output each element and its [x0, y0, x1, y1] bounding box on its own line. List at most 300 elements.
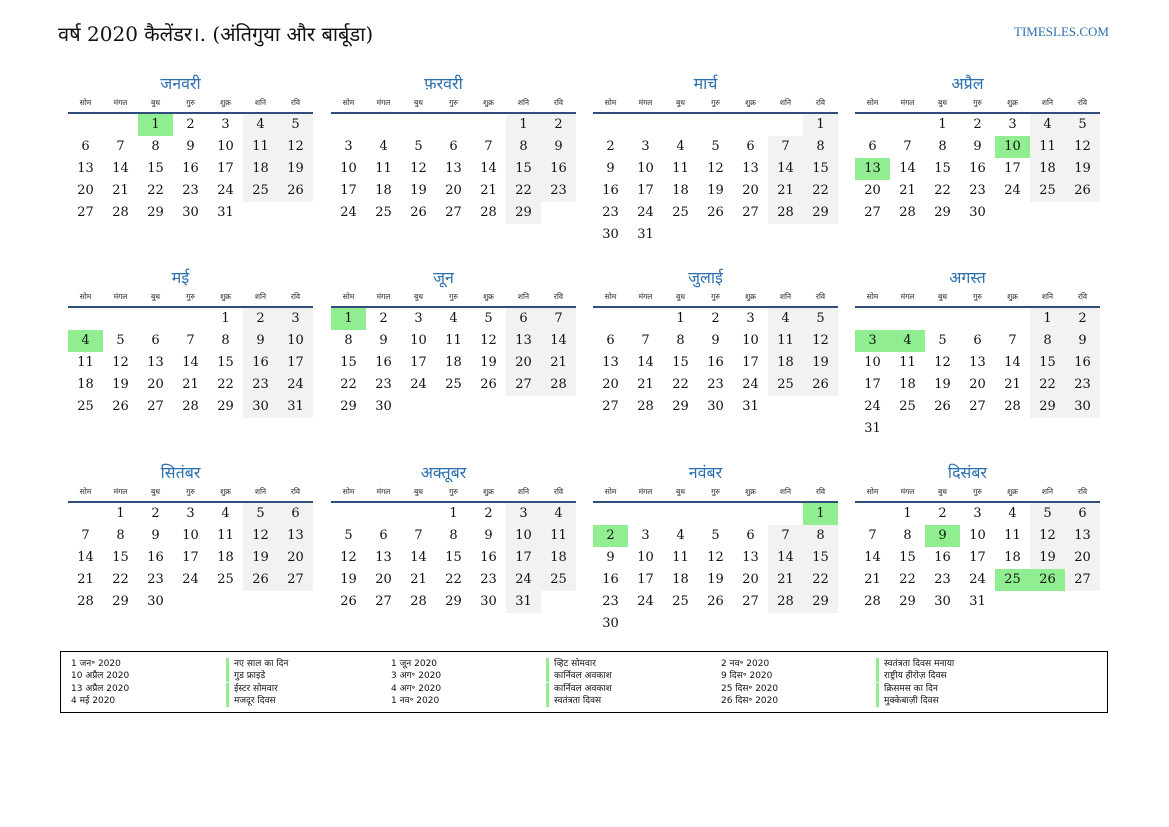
day-cell: 16	[602, 572, 619, 587]
day-cell: 28	[112, 205, 129, 220]
weekday-label: शनि	[254, 487, 267, 496]
day-cell: 18	[445, 355, 462, 370]
weekday-label: रवि	[290, 487, 301, 496]
empty-cell	[593, 503, 628, 525]
legend-holiday-name: नए साल का दिन	[226, 658, 288, 670]
day-cell: 23	[969, 183, 986, 198]
day-cell: 11	[217, 528, 234, 543]
day-cell: 20	[375, 572, 392, 587]
weekday-label: बुध	[938, 98, 947, 107]
day-cell: 11	[899, 355, 916, 370]
day-cell: 14	[899, 161, 916, 176]
month-block	[68, 461, 313, 613]
day-cell: 8	[344, 333, 353, 348]
day-cell: 16	[602, 183, 619, 198]
day-cell: 9	[379, 333, 388, 348]
day-cell: 18	[243, 158, 278, 180]
day-cell: 19	[340, 572, 357, 587]
weekday-label: रवि	[1077, 292, 1088, 301]
weekday-label: मंगल	[376, 292, 391, 301]
holiday-day-cell: 4	[890, 330, 925, 352]
day-cell: 21	[899, 183, 916, 198]
weekday-label: रवि	[1077, 487, 1088, 496]
day-cell: 21	[864, 572, 881, 587]
day-cell: 19	[243, 547, 278, 569]
month-name: जून	[433, 268, 454, 287]
day-cell: 1	[938, 117, 947, 132]
day-cell: 18	[768, 352, 803, 374]
legend-date: 2 नव॰ 2020	[721, 659, 770, 669]
empty-cell	[103, 308, 138, 330]
day-cell: 7	[903, 139, 912, 154]
day-cell: 19	[112, 377, 129, 392]
day-cell: 26	[278, 180, 313, 202]
day-cell: 23	[707, 377, 724, 392]
day-cell: 21	[768, 180, 803, 202]
weekday-label: रवि	[290, 98, 301, 107]
day-cell: 24	[410, 377, 427, 392]
day-cell: 16	[480, 550, 497, 565]
day-cell: 31	[217, 205, 234, 220]
day-cell: 29	[506, 202, 541, 224]
day-cell: 8	[903, 528, 912, 543]
weekday-label: मंगल	[376, 487, 391, 496]
day-cell: 26	[1065, 180, 1100, 202]
day-cell: 27	[375, 594, 392, 609]
month-name: फ़रवरी	[424, 74, 463, 93]
month-block	[68, 266, 313, 418]
day-cells	[68, 114, 313, 224]
weekday-label: रवि	[815, 487, 826, 496]
day-cell: 6	[449, 139, 458, 154]
day-cell: 17	[506, 547, 541, 569]
day-cell: 24	[637, 594, 654, 609]
day-cell: 1	[221, 311, 230, 326]
day-cell: 18	[899, 377, 916, 392]
day-cell: 25	[541, 569, 576, 591]
day-cell: 12	[410, 161, 427, 176]
day-cell: 25	[768, 374, 803, 396]
empty-cell	[471, 114, 506, 136]
day-cell: 23	[147, 572, 164, 587]
empty-cell	[331, 114, 366, 136]
day-cell: 6	[606, 333, 615, 348]
day-cell: 18	[375, 183, 392, 198]
day-cell: 3	[506, 503, 541, 525]
day-cell: 20	[445, 183, 462, 198]
day-cell: 30	[243, 396, 278, 418]
day-cell: 9	[1065, 330, 1100, 352]
day-cell: 14	[112, 161, 129, 176]
day-cell: 18	[1004, 550, 1021, 565]
empty-cell	[138, 308, 173, 330]
day-cell: 29	[934, 205, 951, 220]
weekday-label: रवि	[815, 98, 826, 107]
legend-date: 3 अग॰ 2020	[391, 671, 442, 682]
weekday-label: मंगल	[113, 292, 128, 301]
legend-date: 10 अप्रैल 2020	[71, 671, 130, 682]
weekday-label: मंगल	[113, 487, 128, 496]
day-cell: 19	[934, 377, 951, 392]
day-cell: 6	[746, 528, 755, 543]
day-cells	[68, 308, 313, 418]
day-cell: 21	[1004, 377, 1021, 392]
day-cell: 2	[938, 506, 947, 521]
day-cell: 17	[217, 161, 234, 176]
day-cell: 14	[768, 547, 803, 569]
month-block	[855, 266, 1100, 440]
day-cell: 11	[445, 333, 462, 348]
day-cell: 9	[973, 139, 982, 154]
weekday-label: शनि	[517, 98, 530, 107]
weekday-header	[331, 485, 576, 503]
day-cells	[331, 114, 576, 224]
weekday-label: मंगल	[376, 98, 391, 107]
day-cells	[855, 308, 1100, 440]
day-cell: 30	[375, 399, 392, 414]
day-cell: 2	[1065, 308, 1100, 330]
empty-cell	[366, 114, 401, 136]
weekday-label: बुध	[414, 98, 423, 107]
day-cell: 30	[934, 594, 951, 609]
legend-date: 4 अग॰ 2020	[391, 683, 442, 694]
weekday-label: शनि	[1041, 98, 1054, 107]
weekday-label: सोम	[342, 487, 355, 496]
day-cell: 16	[182, 161, 199, 176]
empty-cell	[855, 114, 890, 136]
weekday-header	[68, 96, 313, 114]
day-cell: 3	[221, 117, 230, 132]
day-cell: 14	[182, 355, 199, 370]
day-cell: 3	[641, 528, 650, 543]
day-cell: 28	[864, 594, 881, 609]
day-cells	[855, 114, 1100, 224]
empty-cell	[436, 114, 471, 136]
day-cell: 17	[637, 572, 654, 587]
day-cell: 10	[742, 333, 759, 348]
empty-cell	[768, 503, 803, 525]
day-cell: 19	[410, 183, 427, 198]
weekday-label: सोम	[866, 487, 879, 496]
weekday-label: शनि	[517, 292, 530, 301]
day-cell: 30	[969, 205, 986, 220]
weekday-label: शनि	[254, 98, 267, 107]
day-cell: 15	[445, 550, 462, 565]
day-cell: 20	[147, 377, 164, 392]
day-cell: 9	[243, 330, 278, 352]
day-cell: 4	[379, 139, 388, 154]
day-cell: 9	[606, 550, 615, 565]
empty-cell	[733, 503, 768, 525]
day-cell: 16	[707, 355, 724, 370]
day-cell: 27	[278, 569, 313, 591]
day-cell: 28	[768, 591, 803, 613]
day-cell: 8	[449, 528, 458, 543]
day-cell: 28	[77, 594, 94, 609]
day-cells	[331, 308, 576, 418]
legend-holiday-name: क्रिसमस का दिन	[876, 683, 938, 695]
day-cell: 28	[637, 399, 654, 414]
day-cell: 1	[803, 114, 838, 136]
month-name: अगस्त	[949, 268, 986, 287]
day-cell: 8	[676, 333, 685, 348]
weekday-label: शनि	[254, 292, 267, 301]
weekday-label: रवि	[553, 292, 564, 301]
day-cell: 4	[221, 506, 230, 521]
weekday-label: मंगल	[900, 292, 915, 301]
holiday-day-cell: 1	[138, 114, 173, 136]
holiday-day-cell: 10	[995, 136, 1030, 158]
day-cell: 7	[1008, 333, 1017, 348]
day-cell: 18	[541, 547, 576, 569]
legend-holiday-name: राष्ट्रीय हीरोज़ दिवस	[876, 670, 947, 682]
empty-cell	[628, 308, 663, 330]
weekday-label: बुध	[414, 487, 423, 496]
weekday-label: शुक्र	[745, 487, 756, 496]
weekday-header	[855, 290, 1100, 308]
day-cell: 2	[973, 117, 982, 132]
day-cell: 27	[742, 594, 759, 609]
weekday-header	[331, 290, 576, 308]
empty-cell	[68, 114, 103, 136]
day-cell: 12	[803, 330, 838, 352]
day-cell: 10	[506, 525, 541, 547]
day-cell: 13	[77, 161, 94, 176]
day-cell: 23	[243, 374, 278, 396]
day-cell: 27	[1065, 569, 1100, 591]
month-name: जनवरी	[160, 74, 201, 93]
day-cell: 27	[445, 205, 462, 220]
day-cell: 31	[864, 421, 881, 436]
day-cell: 5	[414, 139, 423, 154]
empty-cell	[663, 114, 698, 136]
day-cell: 1	[676, 311, 685, 326]
day-cell: 6	[506, 308, 541, 330]
day-cell: 27	[147, 399, 164, 414]
day-cell: 22	[1030, 374, 1065, 396]
day-cell: 22	[112, 572, 129, 587]
weekday-label: गुरु	[449, 98, 458, 107]
weekday-label: शुक्र	[483, 292, 494, 301]
day-cell: 7	[186, 333, 195, 348]
day-cell: 8	[1030, 330, 1065, 352]
day-cell: 17	[969, 550, 986, 565]
weekday-label: सोम	[604, 292, 617, 301]
day-cell: 7	[868, 528, 877, 543]
day-cells	[593, 503, 838, 635]
weekday-label: सोम	[866, 98, 879, 107]
day-cell: 6	[278, 503, 313, 525]
day-cell: 16	[243, 352, 278, 374]
day-cell: 11	[243, 136, 278, 158]
day-cell: 15	[506, 158, 541, 180]
empty-cell	[855, 503, 890, 525]
day-cell: 10	[410, 333, 427, 348]
day-cell: 12	[243, 525, 278, 547]
day-cell: 22	[672, 377, 689, 392]
day-cell: 20	[864, 183, 881, 198]
month-block	[593, 72, 838, 246]
day-cell: 4	[676, 528, 685, 543]
day-cell: 5	[803, 308, 838, 330]
month-name: नवंबर	[688, 463, 723, 482]
day-cell: 29	[803, 202, 838, 224]
day-cell: 22	[803, 180, 838, 202]
weekday-label: गुरु	[973, 292, 982, 301]
day-cell: 13	[147, 355, 164, 370]
day-cells	[68, 503, 313, 613]
day-cell: 25	[899, 399, 916, 414]
empty-cell	[173, 308, 208, 330]
day-cell: 4	[243, 114, 278, 136]
day-cell: 14	[77, 550, 94, 565]
empty-cell	[890, 308, 925, 330]
day-cell: 9	[186, 139, 195, 154]
day-cell: 22	[147, 183, 164, 198]
day-cell: 17	[1004, 161, 1021, 176]
day-cell: 6	[81, 139, 90, 154]
day-cell: 26	[243, 569, 278, 591]
day-cell: 31	[278, 396, 313, 418]
day-cell: 5	[1065, 114, 1100, 136]
day-cell: 5	[116, 333, 125, 348]
day-cell: 23	[602, 205, 619, 220]
day-cell: 23	[541, 180, 576, 202]
weekday-label: सोम	[342, 292, 355, 301]
day-cell: 2	[484, 506, 493, 521]
weekday-label: बुध	[676, 292, 685, 301]
day-cell: 8	[938, 139, 947, 154]
day-cell: 25	[217, 572, 234, 587]
weekday-header	[68, 290, 313, 308]
day-cell: 12	[934, 355, 951, 370]
weekday-header	[593, 96, 838, 114]
weekday-label: शनि	[1041, 487, 1054, 496]
day-cell: 12	[1030, 525, 1065, 547]
day-cell: 24	[742, 377, 759, 392]
day-cell: 2	[151, 506, 160, 521]
day-cell: 31	[969, 594, 986, 609]
day-cell: 12	[707, 161, 724, 176]
legend-date: 1 नव॰ 2020	[391, 695, 440, 706]
day-cell: 5	[711, 139, 720, 154]
empty-cell	[733, 114, 768, 136]
day-cell: 24	[217, 183, 234, 198]
day-cell: 10	[864, 355, 881, 370]
day-cell: 28	[541, 374, 576, 396]
day-cell: 20	[742, 183, 759, 198]
empty-cell	[628, 114, 663, 136]
day-cell: 25	[672, 594, 689, 609]
day-cell: 10	[182, 528, 199, 543]
empty-cell	[401, 503, 436, 525]
day-cell: 14	[541, 330, 576, 352]
day-cell: 2	[186, 117, 195, 132]
day-cell: 25	[1030, 180, 1065, 202]
month-name: अक्तूबर	[420, 463, 467, 482]
day-cell: 12	[707, 550, 724, 565]
day-cell: 14	[768, 158, 803, 180]
weekday-label: बुध	[151, 98, 160, 107]
site-link[interactable]: TIMESLES.COM	[1014, 24, 1109, 39]
weekday-label: शुक्र	[745, 292, 756, 301]
month-block	[331, 72, 576, 224]
day-cell: 27	[742, 205, 759, 220]
month-block	[855, 461, 1100, 613]
weekday-label: शनि	[779, 98, 792, 107]
holiday-legend	[60, 651, 1108, 713]
day-cell: 22	[340, 377, 357, 392]
day-cell: 12	[480, 333, 497, 348]
day-cell: 4	[768, 308, 803, 330]
day-cell: 11	[375, 161, 392, 176]
day-cell: 17	[278, 352, 313, 374]
weekday-label: शुक्र	[220, 292, 231, 301]
day-cell: 22	[217, 377, 234, 392]
day-cell: 26	[707, 594, 724, 609]
day-cell: 2	[243, 308, 278, 330]
day-cell: 17	[410, 355, 427, 370]
weekday-label: गुरु	[449, 487, 458, 496]
weekday-label: सोम	[604, 98, 617, 107]
empty-cell	[68, 503, 103, 525]
day-cell: 11	[77, 355, 94, 370]
weekday-label: शुक्र	[220, 98, 231, 107]
weekday-label: शुक्र	[220, 487, 231, 496]
day-cell: 17	[864, 377, 881, 392]
day-cell: 7	[81, 528, 90, 543]
day-cell: 18	[672, 572, 689, 587]
holiday-day-cell: 13	[855, 158, 890, 180]
day-cell: 31	[742, 399, 759, 414]
day-cell: 17	[182, 550, 199, 565]
day-cell: 26	[480, 377, 497, 392]
day-cell: 23	[934, 572, 951, 587]
day-cell: 6	[1065, 503, 1100, 525]
weekday-label: मंगल	[638, 487, 653, 496]
day-cell: 22	[506, 180, 541, 202]
empty-cell	[103, 114, 138, 136]
day-cell: 23	[602, 594, 619, 609]
weekday-header	[593, 290, 838, 308]
weekday-label: रवि	[1077, 98, 1088, 107]
day-cell: 27	[602, 399, 619, 414]
day-cell: 2	[541, 114, 576, 136]
weekday-label: सोम	[604, 487, 617, 496]
day-cells	[855, 503, 1100, 613]
day-cell: 18	[217, 550, 234, 565]
weekday-label: मंगल	[113, 98, 128, 107]
day-cell: 8	[151, 139, 160, 154]
day-cell: 30	[1065, 396, 1100, 418]
day-cell: 2	[606, 139, 615, 154]
empty-cell	[663, 503, 698, 525]
day-cell: 23	[1065, 374, 1100, 396]
day-cell: 31	[506, 591, 541, 613]
empty-cell	[593, 308, 628, 330]
day-cell: 10	[340, 161, 357, 176]
weekday-header	[593, 485, 838, 503]
weekday-label: शनि	[517, 487, 530, 496]
day-cell: 3	[278, 308, 313, 330]
day-cell: 13	[375, 550, 392, 565]
empty-cell	[890, 114, 925, 136]
day-cell: 11	[1030, 136, 1065, 158]
day-cell: 20	[278, 547, 313, 569]
day-cell: 13	[602, 355, 619, 370]
day-cell: 21	[541, 352, 576, 374]
weekday-label: शुक्र	[1007, 98, 1018, 107]
